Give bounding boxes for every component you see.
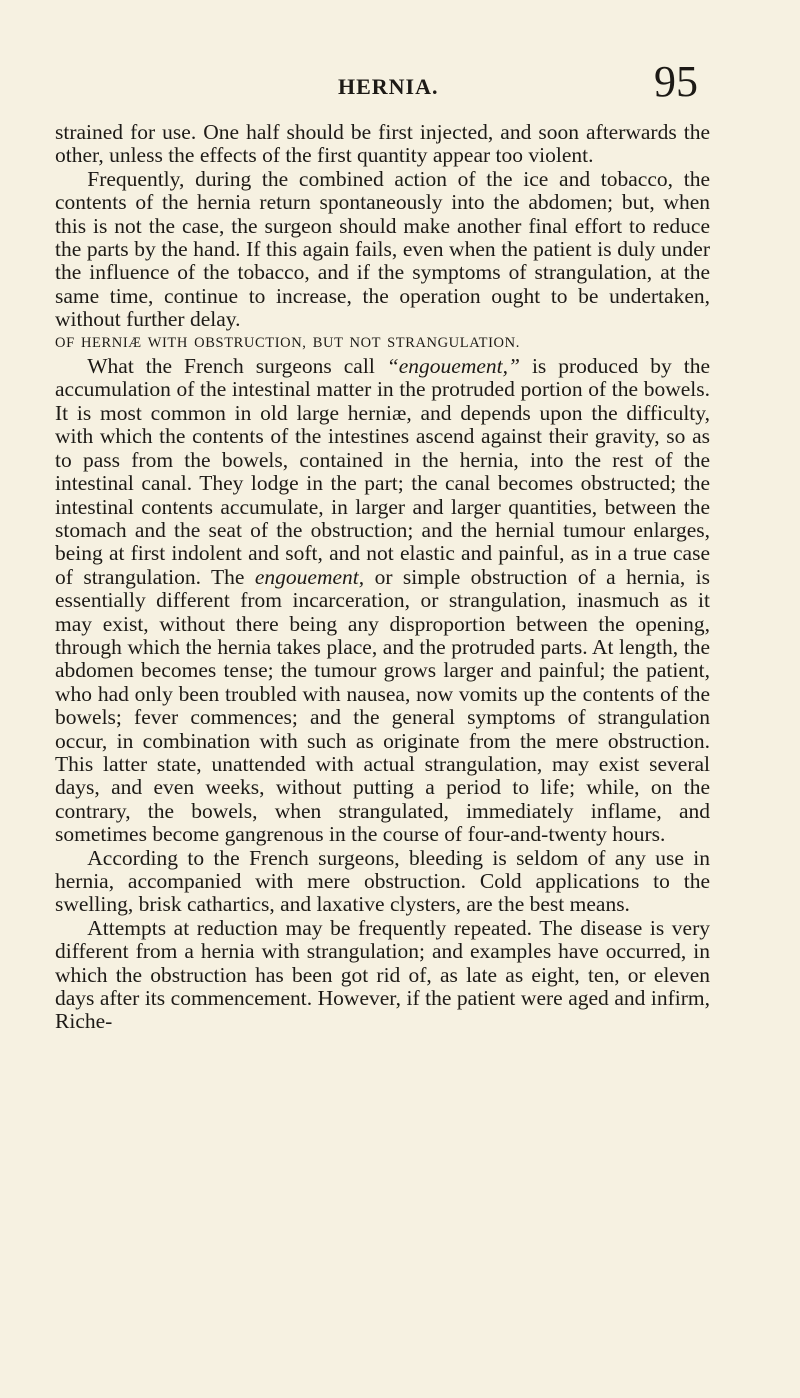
- paragraph-text: is produced by the accumulation of the intestinal matter in the protruded portion of the bowels. It is most common in old large herniæ, and depends upon the difficulty, with which the contents of the intestines ascend against their gravity, so as to pass from the bowels, contained in the hernia, into the rest of the intestinal canal. They lodge in the part; the canal becomes obstructed; the intestinal contents accumulate, in larger and larger quantities, between the stomach and the seat of the obstruction; and the hernial tumour enlarges, being at first indolent and soft, and not elastic and painful, as in a true case of strangulation. The: [55, 354, 710, 589]
- paragraph-text: or simple obstruction of a hernia, is essentially different from incarceration, or strangulation, inasmuch as it may exist, without there being any disproportion between the opening, through which the hernia takes place, and the protruded parts. At length, the abdomen becomes tense; the tumour grows larger and painful; the patient, who had only been troubled with nausea, now vomits up the contents of the bowels; fever commences; and the general symptoms of strangulation occur, in combination with such as originate from the mere obstruction. This latter state, unattended with actual strangulation, may exist several days, and even weeks, without putting a period to life; while, on the contrary, the bowels, when strangulated, immediately inflame, and sometimes become gangrenous in the course of four-and-twenty hours.: [55, 564, 711, 847]
- paragraph-text: What the French surgeons call: [87, 354, 387, 379]
- paragraph-engouement: [55, 355, 710, 847]
- paragraph-treatment: According to the French surgeons, bleeding is seldom of any use in hernia, accompanied with mere obstruction. Cold applications to the swelling, brisk cathartics, and laxative clysters, are the best means.: [55, 845, 710, 917]
- running-title: HERNIA.: [338, 74, 439, 99]
- page-number: 95: [654, 57, 698, 106]
- paragraph-reduction: Frequently, during the combined action of the ice and tobacco, the contents of the hernia return spontaneously into the abdomen; but, when this is not the case, the surgeon should make another final effort to reduce the parts by the hand. If this again fails, even when the patient is duly under the influence of the tobacco, and if the symptoms of strangulation, at the same time, continue to increase, the operation ought to be undertaken, without further delay.: [55, 166, 710, 332]
- italic-term: “engouement,”: [386, 354, 520, 379]
- paragraph-continued: strained for use. One half should be first injected, and soon afterwards the other, unless the effects of the first quantity appear too violent.: [55, 120, 710, 168]
- italic-term: engouement,: [254, 564, 365, 589]
- running-head: [0, 57, 800, 112]
- body-text: [55, 121, 710, 1034]
- section-heading: OF HERNIÆ WITH OBSTRUCTION, BUT NOT STRANGULATION.: [55, 334, 520, 351]
- paragraph-reduction-attempts: Attempts at reduction may be frequently repeated. The disease is very different from a hernia with strangulation; and examples have occurred, in which the obstruction has been got rid of, as late as eight, ten, or eleven days after its commencement. However, if the patient were aged and infirm, Riche-: [55, 915, 710, 1034]
